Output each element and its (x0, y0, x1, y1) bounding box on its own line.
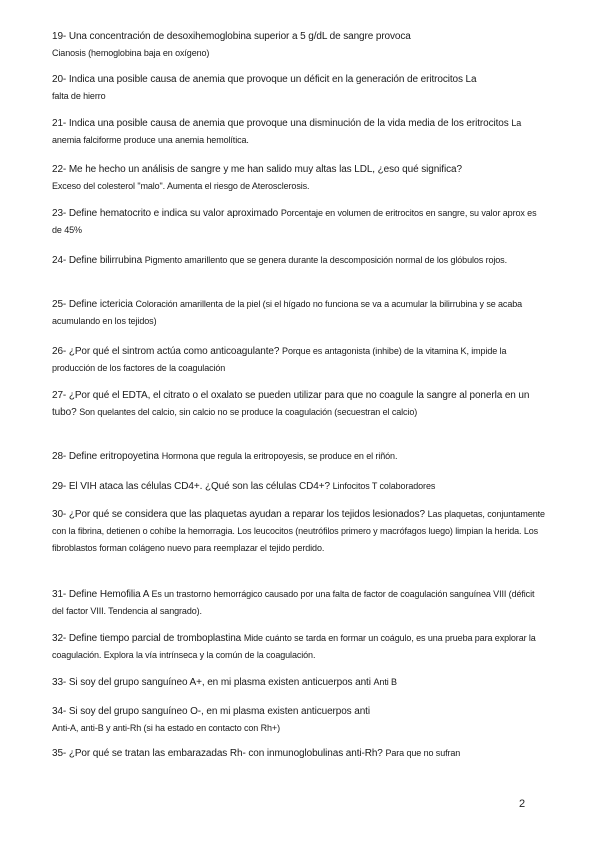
answer-text: Porque es antagonista (inhibe) de la vitamina K, impide la producción de los factores de la coagulación (52, 346, 507, 373)
question-item (52, 703, 548, 737)
question-item (52, 387, 548, 421)
question-item (52, 28, 548, 62)
question-item (52, 586, 548, 620)
question-item (52, 448, 548, 465)
question-item (52, 161, 548, 195)
question-text: 27- ¿Por qué el EDTA, el citrato o el oxalato se pueden utilizar para que no coagule la sangre al ponerla en un tubo? (52, 390, 530, 418)
question-text: 20- Indica una posible causa de anemia que provoque un déficit en la generación de eritrocitos La (52, 74, 477, 85)
answer-text: La anemia falciforme produce una anemia hemolítica. (52, 118, 522, 145)
question-text: 26- ¿Por qué el sintrom actúa como anticoagulante? (52, 346, 280, 357)
answer-text: Porcentaje en volumen de eritrocitos en sangre, su valor aprox es de 45% (52, 208, 537, 235)
page-number: 2 (519, 798, 526, 810)
question-item (52, 478, 548, 495)
question-text: 35- ¿Por qué se tratan las embarazadas Rh- con inmunoglobulinas anti-Rh? (52, 748, 383, 759)
answer-text: Coloración amarillenta de la piel (si el hígado no funciona se va a acumular la bilirrubina y se acaba acumulando en los tejidos) (52, 299, 523, 326)
question-text: 31- Define Hemofilia A (52, 589, 149, 600)
question-item (52, 252, 548, 269)
question-item (52, 343, 548, 377)
answer-text: Las plaquetas, conjuntamente con la fibrina, detienen o cohíbe la hemorragia. Los leucocitos (neutrófilos primero y macrófagos luego) limpian la herida. Los fibroblastos forman colágeno nuevo para reemplazar el tejido perdido. (52, 509, 545, 553)
question-text: 23- Define hematocrito e indica su valor aproximado (52, 208, 279, 219)
question-text: 33- Si soy del grupo sanguíneo A+, en mi plasma existen anticuerpos anti (52, 677, 371, 688)
question-item (52, 506, 548, 557)
answer-text: Son quelantes del calcio, sin calcio no se produce la coagulación (secuestran el calcio) (79, 407, 418, 417)
question-text: 28- Define eritropoyetina (52, 451, 160, 462)
answer-text: Exceso del colesterol "malo". Aumenta el riesgo de Aterosclerosis. (52, 181, 310, 191)
question-item (52, 115, 548, 149)
question-item (52, 745, 548, 762)
question-text: 29- El VIH ataca las células CD4+. ¿Qué son las células CD4+? (52, 481, 330, 492)
answer-text: Es un trastorno hemorrágico causado por una falta de factor de coagulación sanguínea VIII (déficit del factor VIII. Tendencia al sangrado). (52, 589, 535, 616)
answer-text: Mide cuánto se tarda en formar un coágulo, es una prueba para explorar la coagulación. Explora la vía intrínseca y la común de la coagulación. (52, 633, 536, 660)
question-text: 24- Define bilirrubina (52, 255, 143, 266)
answer-text: Pigmento amarillento que se genera durante la descomposición normal de los glóbulos rojos. (144, 255, 507, 265)
question-text: 30- ¿Por qué se considera que las plaquetas ayudan a reparar los tejidos lesionados? (52, 509, 425, 520)
answer-text: Para que no sufran (385, 748, 461, 758)
question-item (52, 296, 548, 330)
answer-text: falta de hierro (52, 91, 106, 101)
question-item (52, 71, 548, 105)
answer-text: Anti B (373, 677, 397, 687)
answer-text: Hormona que regula la eritropoyesis, se produce en el riñón. (161, 451, 398, 461)
question-text: 22- Me he hecho un análisis de sangre y me han salido muy altas las LDL, ¿eso qué significa? (52, 164, 462, 175)
answer-text: Cianosis (hemoglobina baja en oxígeno) (52, 48, 210, 58)
question-item (52, 674, 548, 691)
question-item (52, 630, 548, 664)
question-text: 32- Define tiempo parcial de tromboplastina (52, 633, 242, 644)
answer-text: Anti-A, anti-B y anti-Rh (si ha estado en contacto con Rh+) (52, 723, 280, 733)
question-item (52, 205, 548, 239)
question-text: 21- Indica una posible causa de anemia que provoque una disminución de la vida media de los eritrocitos (52, 118, 509, 129)
answer-text: Linfocitos T colaboradores (332, 481, 436, 491)
question-text: 19- Una concentración de desoxihemoglobina superior a 5 g/dL de sangre provoca (52, 31, 411, 42)
question-text: 34- Si soy del grupo sanguíneo O-, en mi plasma existen anticuerpos anti (52, 706, 370, 717)
question-text: 25- Define ictericia (52, 299, 133, 310)
